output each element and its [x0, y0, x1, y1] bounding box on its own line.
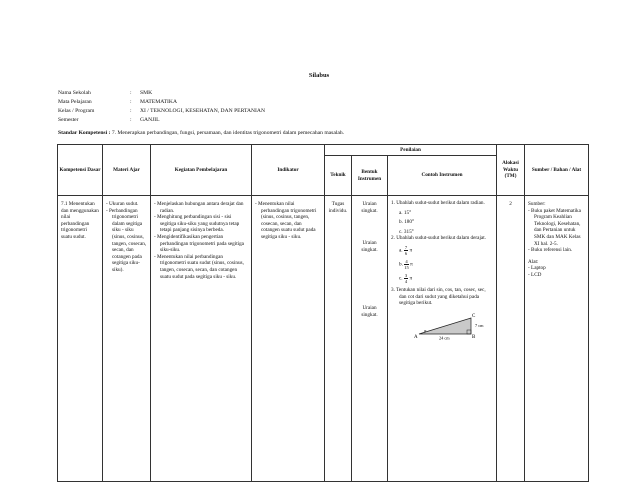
kompetensi-text: 7.1 Menentukan dan menggunakan nilai perbandingan trigonometri suatu sudut.: [61, 201, 99, 240]
standar-text: 7. Menerapkan perbandingan, fungsi, persamaan, dan identitas trigonometri dalam pemecahan masalah.: [111, 130, 345, 136]
meta-key: Nama Sekolah: [58, 90, 91, 96]
header-kompetensi: Kompetensi Dasar: [58, 145, 103, 196]
indikator-item: Menentukan nilai perbandingan trigonometri (sinus, cosinus, tangen, cosecan, secan, dan cotangen suatu sudut pada segitiga siku - siku.: [258, 201, 317, 240]
option: [391, 259, 493, 270]
syllabus-table: [57, 144, 589, 482]
meta-key: Kelas / Program: [58, 108, 95, 114]
pi-symbol: π: [410, 261, 413, 268]
cell-kegiatan: [151, 196, 252, 482]
kegiatan-item: Menjelaskan hubungan antara derajat dan radian.: [157, 201, 244, 214]
alat-head: Alat:: [528, 258, 539, 265]
meta-value: SMK: [140, 90, 153, 96]
denominator: 4: [404, 278, 408, 284]
vertex-a: A: [414, 334, 418, 340]
alokasi-text: 2: [509, 201, 512, 207]
option: [391, 273, 493, 284]
header-penilaian: Penilaian: [325, 145, 497, 156]
list-item: - Menghitung perbandingan sisi - sisi segitiga siku-siku yang sudutnya tetap tetapi panjang sisinya berbeda.: [154, 214, 240, 234]
kegiatan-item: Mengidentifikasikan pengertian perbandingan trigonometri pada segitiga siku-siku.: [157, 233, 244, 254]
header-bentuk: Bentuk Instrumen: [352, 156, 388, 196]
teknik-text: Tugas individu.: [328, 201, 348, 214]
list-item: - Menentukan nilai perbandingan trigonometri (sinus, cosinus, tangen, cosecan, secan, dan cotangen suatu sudut pada segitiga siku - siku.: [255, 201, 317, 240]
question-1: 1. Ubahlah sudut-sudut berikut dalam radian.: [391, 200, 485, 206]
header-row: [58, 145, 589, 156]
meta-value: MATEMATIKA: [140, 99, 177, 105]
question-2: 2. Ubahlah sudut-sudut berikut dalam derajat.: [391, 235, 486, 242]
vertex-b: B: [472, 334, 476, 340]
list-item: - Perbandingan trigonometri dalam segitiga siku - siku (sinus, cosinus, tangen, cosecan, secan, dan cotangen pada segitiga siku-siku).: [106, 207, 147, 273]
list-item: - Menjelaskan hubungan antara derajat dan radian.: [154, 201, 244, 214]
option-label: a.: [399, 247, 403, 254]
question-3: 3. Tentukan nilai dari sin, cos, tan, cosec, sec, dan cot dari sudut yang diketahui pada segitiga berikut.: [391, 286, 486, 307]
cell-sumber: [525, 196, 589, 482]
bentuk-item: Uraian singkat.: [361, 201, 378, 214]
meta-colon: :: [130, 117, 132, 123]
option: a. 15°: [399, 209, 412, 216]
meta-key: Mata Pelajaran: [58, 99, 92, 105]
header-teknik: Teknik: [325, 156, 352, 196]
standar-kompetensi: [58, 130, 344, 136]
option: c. 315°: [399, 228, 414, 235]
kegiatan-item: Menentukan nilai perbandingan trigonometri suatu sudut (sinus, cosinus, tangen, cosecan, secan, dan cotangen suatu sudut pada segitiga siku - siku.: [157, 253, 244, 280]
meta-row: [58, 98, 265, 107]
sumber-item: Buku paket Matematika Program Keahlian Teknologi, Kesehatan, dan Pertanian untuk SMK dan MAK Kelas XI hal. 2-5.: [531, 207, 581, 247]
sumber-head: Sumber:: [528, 201, 546, 207]
header-contoh: Contoh Instrumen: [388, 156, 497, 196]
alat-item: Laptop: [531, 265, 546, 272]
list-item: - Buku paket Matematika Program Keahlian Teknologi, Kesehatan, dan Pertanian untuk SMK dan MAK Kelas XI hal. 2-5.: [528, 207, 581, 247]
pi-symbol: π: [409, 247, 413, 254]
numerator: 4: [405, 258, 408, 264]
meta-value: GANJIL: [140, 117, 160, 123]
fraction: [404, 259, 409, 270]
list-item: - Ukuran sudut.: [106, 201, 139, 207]
option-label: c.: [399, 275, 403, 282]
identity-block: [58, 89, 265, 125]
bentuk-item: Uraian singkat.: [361, 240, 378, 253]
cell-teknik: [325, 196, 352, 482]
alat-item: LCD: [531, 271, 542, 278]
materi-item: Ukuran sudut.: [109, 201, 139, 207]
option: [391, 245, 493, 256]
fraction: [404, 273, 408, 284]
side-bc-label: 7 cm: [475, 322, 484, 328]
list-item: - Laptop: [528, 265, 546, 272]
option: b. 180°: [399, 219, 415, 226]
header-kegiatan: Kegiatan Pembelajaran: [151, 145, 252, 196]
vertex-c: C: [472, 313, 476, 319]
angle-label: α: [424, 327, 427, 333]
materi-item: Perbandingan trigonometri dalam segitiga siku - siku (sinus, cosinus, tangen, cosecan, secan, dan cotangen pada segitiga siku-siku).: [109, 207, 147, 273]
list-item: - Mengidentifikasikan pengertian perbandingan trigonometri pada segitiga siku-siku.: [154, 233, 244, 254]
cell-bentuk: [352, 196, 388, 482]
cell-kompetensi: [58, 196, 103, 482]
kegiatan-item: Menghitung perbandingan sisi - sisi segitiga siku-siku yang sudutnya tetap tetapi panjang sisinya berbeda.: [157, 214, 240, 234]
cell-materi: [103, 196, 151, 482]
header-indikator: Indikator: [252, 145, 325, 196]
sumber-item: Buku referensi lain.: [531, 247, 573, 254]
list-item: - Menentukan nilai perbandingan trigonometri suatu sudut (sinus, cosinus, tangen, cosecan, secan, dan cotangen suatu sudut pada segitiga siku - siku.: [154, 253, 244, 280]
meta-colon: :: [130, 108, 132, 114]
cell-contoh: [388, 196, 497, 482]
meta-row: [58, 89, 265, 98]
standar-label: Standar Kompetensi :: [58, 130, 111, 136]
numerator: 3: [404, 272, 408, 278]
meta-value: XI / TEKNOLOGI, KESEHATAN, DAN PERTANIAN: [140, 108, 265, 114]
meta-row: [58, 116, 265, 125]
page-title: Silabus: [308, 72, 330, 79]
bentuk-item: Uraian singkat.: [361, 305, 378, 318]
cell-indikator: [252, 196, 325, 482]
fraction: [404, 245, 408, 256]
meta-key: Semester: [58, 117, 79, 123]
table-row: [58, 196, 589, 482]
meta-colon: :: [130, 99, 132, 105]
list-item: - LCD: [528, 271, 542, 278]
pi-symbol: π: [409, 275, 413, 282]
side-ab-label: 24 cm: [439, 335, 450, 340]
header-materi: Materi Ajar: [103, 145, 151, 196]
denominator: 6: [404, 250, 408, 256]
option-label: b.: [399, 261, 403, 268]
header-sumber: Sumber / Bahan / Alat: [525, 145, 589, 196]
cell-alokasi: [497, 196, 525, 482]
triangle-figure: [399, 310, 499, 340]
meta-colon: :: [130, 90, 132, 96]
triangle-shape: [419, 318, 471, 334]
meta-row: [58, 107, 265, 116]
header-alokasi: Alokasi Waktu (TM): [497, 145, 525, 196]
numerator: 7: [404, 244, 408, 250]
list-item: - Buku referensi lain.: [528, 247, 573, 254]
denominator: 15: [404, 264, 409, 270]
